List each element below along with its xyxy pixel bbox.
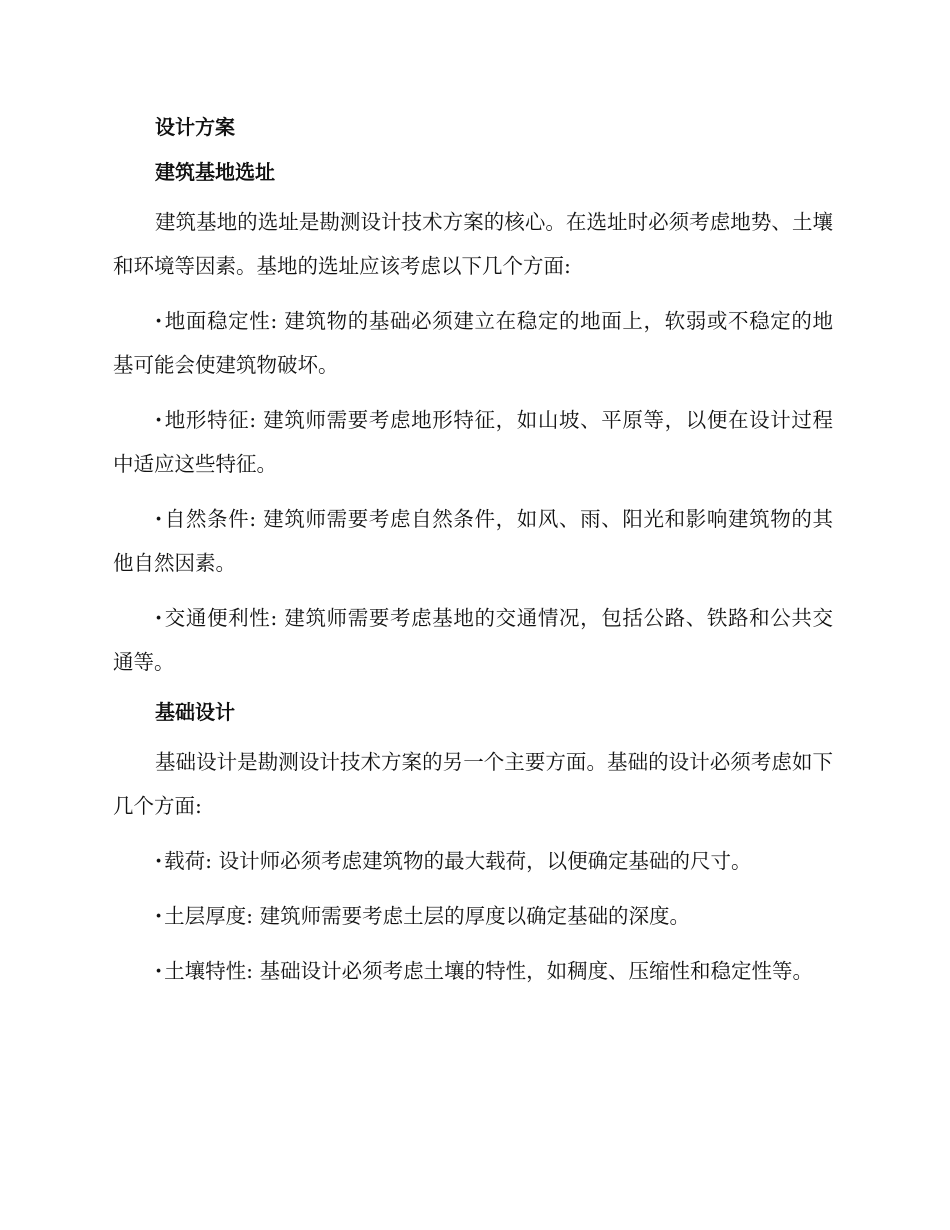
foundation-bullet-text: 土层厚度: 建筑师需要考虑土层的厚度以确定基础的深度。 xyxy=(164,904,691,928)
site-bullet-text: 地形特征: 建筑师需要考虑地形特征，如山坡、平原等，以便在设计过程中适应这些特征。 xyxy=(113,408,833,476)
site-bullet-text: 交通便利性: 建筑师需要考虑基地的交通情况，包括公路、铁路和公共交通等。 xyxy=(113,606,833,674)
foundation-bullet-text: 土壤特性: 基础设计必须考虑土壤的特性，如稠度、压缩性和稳定性等。 xyxy=(164,959,814,983)
bullet-dot-icon: · xyxy=(155,408,163,432)
foundation-bullet-item xyxy=(113,894,833,938)
site-bullet-item xyxy=(113,398,833,486)
bullet-dot-icon: · xyxy=(155,849,163,873)
foundation-bullet-text: 载荷: 设计师必须考虑建筑物的最大载荷，以便确定基础的尺寸。 xyxy=(164,849,752,873)
site-selection-intro: 建筑基地的选址是勘测设计技术方案的核心。在选址时必须考虑地势、土壤和环境等因素。基地的选址应该考虑以下几个方面: xyxy=(113,210,833,278)
section-title: 设计方案 xyxy=(155,115,235,139)
foundation-design-intro: 基础设计是勘测设计技术方案的另一个主要方面。基础的设计必须考虑如下几个方面: xyxy=(113,750,833,818)
site-selection-heading: 建筑基地选址 xyxy=(155,160,275,184)
site-bullet-item xyxy=(113,299,833,387)
foundation-design-heading: 基础设计 xyxy=(155,700,235,724)
bullet-dot-icon: · xyxy=(155,606,163,630)
foundation-bullet-item xyxy=(113,949,833,993)
bullet-dot-icon: · xyxy=(155,507,163,531)
bullet-dot-icon: · xyxy=(155,959,163,983)
bullet-dot-icon: · xyxy=(155,309,163,333)
site-bullet-item xyxy=(113,497,833,585)
bullet-dot-icon: · xyxy=(155,904,163,928)
site-bullet-item xyxy=(113,596,833,684)
document-page xyxy=(113,110,833,1004)
foundation-bullet-item xyxy=(113,839,833,883)
site-bullet-text: 地面稳定性: 建筑物的基础必须建立在稳定的地面上，软弱或不稳定的地基可能会使建筑物破坏。 xyxy=(113,309,833,377)
site-bullet-text: 自然条件: 建筑师需要考虑自然条件，如风、雨、阳光和影响建筑物的其他自然因素。 xyxy=(113,507,833,575)
